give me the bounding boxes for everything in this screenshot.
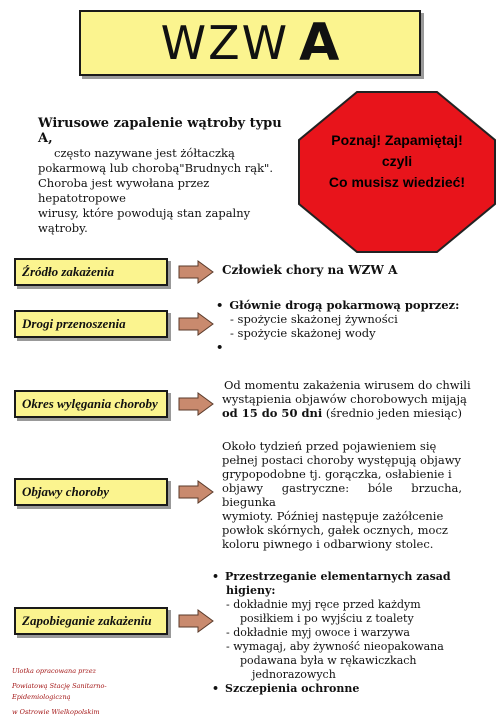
prevention-item: podawana była w rękawiczkach bbox=[240, 654, 417, 667]
routes-main: • Głównie drogą pokarmową poprzez: bbox=[216, 298, 459, 312]
section-label-symptoms: Objawy choroby bbox=[14, 478, 168, 506]
footer-line: w Ostrowie Wielkopolskim bbox=[12, 708, 100, 716]
prevention-vaccination: • Szczepienia ochronne bbox=[212, 682, 359, 695]
footer-line: Ulotka opracowana przez bbox=[12, 667, 97, 675]
section-label-prevention: Zapobieganie zakażeniu bbox=[14, 607, 168, 635]
prevention-item: - dokładnie myj ręce przed każdym bbox=[226, 598, 421, 611]
symptoms-line: pełnej postaci choroby występują objawy bbox=[222, 453, 462, 467]
routes-item: - spożycie skażonej wody bbox=[230, 326, 376, 340]
prevention-item: - dokładnie myj owoce i warzywa bbox=[226, 626, 410, 639]
symptoms-line: grypopodobne tj. gorączka, osłabienie i bbox=[222, 467, 452, 481]
section-label-incubation: Okres wylęgania choroby bbox=[14, 390, 168, 418]
arrow-right-icon bbox=[178, 260, 214, 284]
symptoms-line: Około tydzień przed pojawieniem się bbox=[222, 439, 437, 453]
prevention-block bbox=[212, 570, 492, 696]
arrow-right-icon bbox=[178, 312, 214, 336]
routes-block bbox=[216, 298, 486, 354]
title-letter: A bbox=[299, 13, 340, 73]
symptoms-line: powłok skórnych, gałek ocznych, mocz bbox=[222, 523, 448, 537]
symptoms-line: koloru piwnego i odbarwiony stolec. bbox=[222, 537, 434, 551]
symptoms-block bbox=[222, 439, 462, 551]
badge-line: czyli bbox=[381, 153, 413, 169]
badge-line: Co musisz wiedzieć! bbox=[328, 174, 466, 190]
footer-credits bbox=[12, 666, 162, 722]
routes-empty-bullet bbox=[216, 340, 486, 354]
incubation-line: wystąpienia objawów chorobowych mijają bbox=[222, 392, 467, 406]
incubation-line: Od momentu zakażenia wirusem do chwili bbox=[224, 378, 471, 392]
title-text: WZW bbox=[160, 16, 290, 70]
prevention-item: posiłkiem i po wyjściu z toalety bbox=[240, 612, 414, 625]
prevention-item: jednorazowych bbox=[252, 668, 336, 681]
badge-text bbox=[297, 130, 497, 193]
source-text: Człowiek chory na WZW A bbox=[222, 263, 398, 277]
prevention-head: higieny: bbox=[226, 584, 276, 597]
prevention-item: - wymagaj, aby żywność nieopakowana bbox=[226, 640, 444, 653]
arrow-right-icon bbox=[178, 392, 214, 416]
footer-line: Powiatową Stację Sanitarno-Epidemiologiczną bbox=[12, 682, 107, 701]
incubation-range: od 15 do 50 dni bbox=[222, 406, 323, 420]
routes-item: - spożycie skażonej żywności bbox=[230, 312, 398, 326]
intro-line: wirusy, które powodują stan zapalny wątroby. bbox=[38, 206, 251, 235]
symptoms-line: objawy gastryczne: bóle brzucha, biegunka bbox=[222, 481, 462, 509]
intro-lead: Wirusowe zapalenie wątroby typu A, bbox=[38, 116, 282, 146]
badge-line: Poznaj! Zapamiętaj! bbox=[331, 132, 463, 148]
arrow-right-icon bbox=[178, 609, 214, 633]
incubation-note: (średnio jeden miesiąc) bbox=[322, 406, 462, 420]
intro-line: pokarmową lub chorobą"Brudnych rąk". bbox=[38, 161, 273, 175]
section-label-routes: Drogi przenoszenia bbox=[14, 310, 168, 338]
section-label-source: Źródło zakażenia bbox=[14, 258, 168, 286]
incubation-block bbox=[222, 378, 492, 420]
intro-line: Choroba jest wywołana przez hepatotropowe bbox=[38, 176, 210, 205]
title-banner bbox=[79, 10, 421, 76]
prevention-head: • Przestrzeganie elementarnych zasad bbox=[212, 570, 451, 583]
intro-paragraph bbox=[38, 116, 300, 236]
arrow-right-icon bbox=[178, 480, 214, 504]
intro-line: często nazywane jest żółtaczką bbox=[54, 146, 235, 160]
symptoms-line: wymioty. Później następuje zażółcenie bbox=[222, 509, 444, 523]
